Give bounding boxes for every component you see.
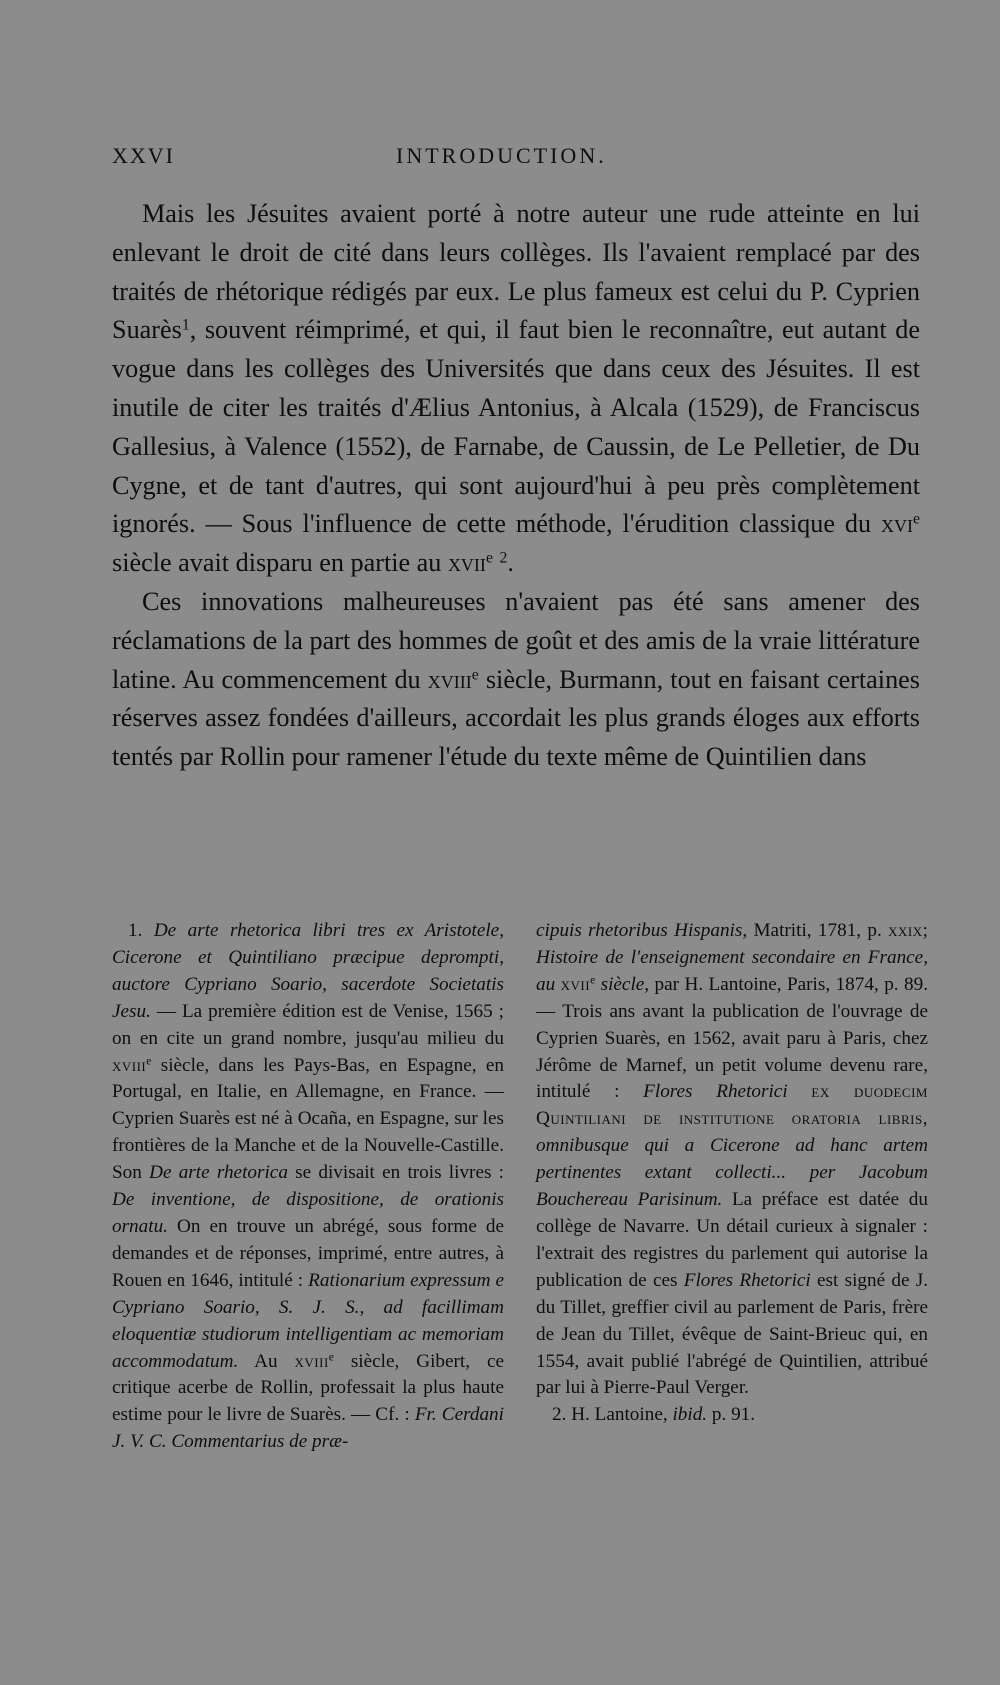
footnotes-left-column <box>112 918 504 1456</box>
century-numeral: xvii <box>447 548 486 578</box>
century-numeral: xvi <box>881 509 914 539</box>
footnote-1-continued: cipuis rhetoribus Hispanis, Matriti, 1781, p. xxix; Histoire de l'enseignement secondaire en France, au xvii$^e$ siècle, par H. Lantoine, Paris, 1874, p. 89. — Trois ans avant la publication de l'ouvrage de Cyprien Suarès, en 1562, avait paru à Paris, chez Jérôme de Marnef, un petit volume devenu rare, intitulé : Flores Rhetorici ex duodecim Quintiliani de institutione oratoria libris, omnibusque qui a Cicerone ad hanc artem pertinentes extant collecti... per Jacobum Bouchereau Parisinum. La préface est datée du collège de Navarre. Un détail curieux à signaler : l'extrait des registres du parlement qui autorise la publication de ces Flores Rhetorici est signé de J. du Tillet, greffier civil au parlement de Paris, frère de Jean du Tillet, évêque de Saint-Brieuc qui, en 1554, avait publié l'abrégé de Quintilien, attribué par lui à Pierre-Paul Verger. <box>536 920 929 1399</box>
footnote-ref-2: 2 <box>499 549 508 567</box>
footnote-2: 2. H. Lantoine, ibid. p. 91. <box>552 1404 756 1426</box>
footnotes <box>112 918 928 1456</box>
footnotes-right-column <box>536 918 928 1456</box>
page-header <box>112 143 888 173</box>
century-numeral: xviii <box>427 664 472 694</box>
footnote-1: 1. De arte rhetorica libri tres ex Aristotele, Cicerone et Quintiliano præcipue deprompti, auctore Cypriano Soario, sacerdote Societatis Jesu. — La première édition est de Venise, 1565 ; on en cite un grand nombre, jusqu'au milieu du xviii$^e$ siècle, dans les Pays-Bas, en Espagne, en Portugal, en Italie, en Allemagne, en France. — Cyprien Suarès est né à Ocaña, en Espagne, sur les frontières de la Manche et de la Nouvelle-Castille. Son De arte rhetorica se divisait en trois livres : De inventione, de dispositione, de orationis ornatu. On en trouve un abrégé, sous forme de demandes et de réponses, imprimé, entre autres, à Rouen en 1646, intitulé : Rationarium expressum e Cypriano Soario, S. J. S., ad facillimam eloquentiæ studiorum intelligentiam ac memoriam accommodatum. Au xviii$^e$ siècle, Gibert, ce critique acerbe de Rollin, professait la plus haute estime pour le livre de Suarès. — Cf. : Fr. Cerdani J. V. C. Commentarius de præ- <box>112 920 504 1453</box>
main-text <box>112 195 920 777</box>
paragraph-2: Ces innovations malheureuses n'avaient pas été sans amener des réclamations de la part des hommes de goût et des amis de la vraie littérature latine. Au commencement du xviii$^e$ siècle, Burmann, tout en faisant certaines réserves assez fondées d'ailleurs, accordait les plus grands éloges aux efforts tentés par Rollin pour ramener l'étude du texte même de Quintilien dans <box>112 586 920 772</box>
page-number: XXVI <box>112 143 175 168</box>
paragraph-1: Mais les Jésuites avaient porté à notre auteur une rude atteinte en lui enlevant le droit de cité dans leurs collèges. Ils l'avaient remplacé par des traités de rhétorique rédigés par eux. Le plus fameux est celui du P. Cyprien Suarès$^1$, souvent réimprimé, et qui, il faut bien le reconnaître, eut autant de vogue dans les collèges des Universités que dans ceux des Jésuites. Il est inutile de citer les traités d'Ælius Antonius, à Alcala (1529), de Franciscus Gallesius, à Valence (1552), de Farnabe, de Caussin, de Le Pelletier, de Du Cygne, et de tant d'autres, qui sont aujourd'hui à peu près complètement ignorés. — Sous l'influence de cette méthode, l'érudition classique du xvi$^e$ siècle avait disparu en partie au xvii$^e$ $^2$. <box>112 199 920 578</box>
footnote-ref-1: 1 <box>181 316 190 334</box>
running-title: INTRODUCTION. <box>396 143 607 168</box>
